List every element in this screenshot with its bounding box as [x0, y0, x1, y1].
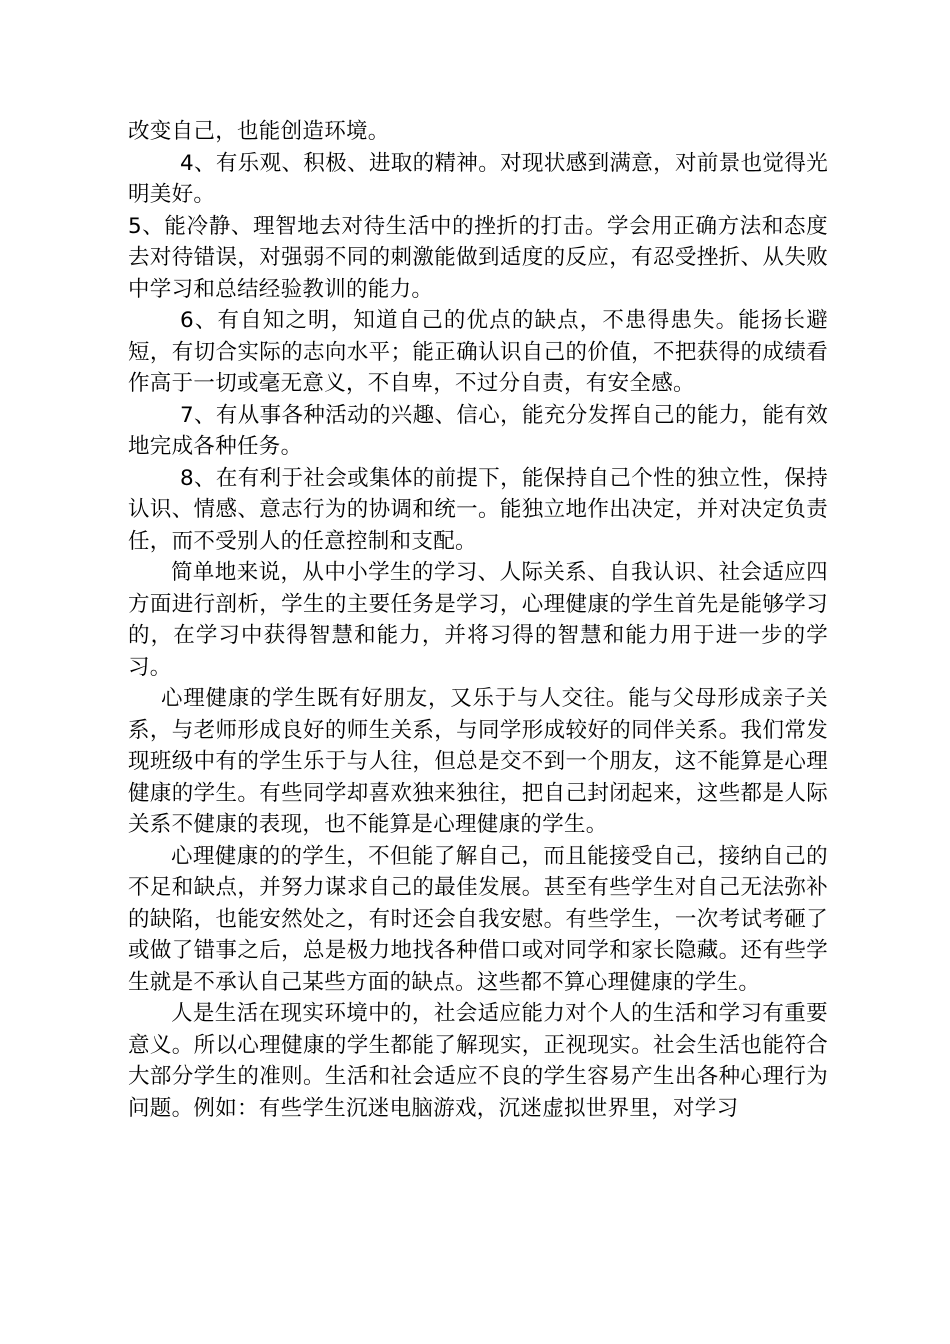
list-item-6: 6、有自知之明，知道自己的优点的缺点，不患得患失。能扬长避短，有切合实际的志向水平；能正确认识自己的价值，不把获得的成绩看作高于一切或毫无意义，不自卑，不过分自责，有安全感。 — [128, 308, 828, 396]
list-item-4: 4、有乐观、积极、进取的精神。对现状感到满意，对前景也觉得光明美好。 — [128, 150, 828, 207]
document-body — [128, 116, 828, 1124]
list-item-8: 8、在有利于社会或集体的前提下，能保持自己个性的独立性，保持认识、情感、意志行为的协调和统一。能独立地作出决定，并对决定负责任，而不受别人的任意控制和支配。 — [128, 465, 828, 554]
paragraph-relationships: 心理健康的学生既有好朋友，又乐于与人交往。能与父母形成亲子关系，与老师形成良好的师生关系，与同学形成较好的同伴关系。我们常发现班级中有的学生乐于与人往，但总是交不到一个朋友，这不能算是心理健康的学生。有些同学却喜欢独来独往，把自己封闭起来，这些都是人际关系不健康的表现，也不能算是心理健康的学生。 — [128, 686, 828, 837]
paragraph-social-adaptation: 人是生活在现实环境中的，社会适应能力对个人的生活和学习有重要意义。所以心理健康的学生都能了解现实，正视现实。社会生活也能符合大部分学生的准则。生活和社会适应不良的学生容易产生出各种心理行为问题。例如：有些学生沉迷电脑游戏，沉迷虚拟世界里，对学习 — [128, 1001, 828, 1121]
paragraph-self-awareness: 心理健康的的学生，不但能了解自己，而且能接受自己，接纳自己的不足和缺点，并努力谋求自己的最佳发展。甚至有些学生对自己无法弥补的缺陷，也能安然处之，有时还会自我安慰。有些学生，一次考试考砸了或做了错事之后，总是极力地找各种借口或对同学和家长隐藏。还有些学生就是不承认自己某些方面的缺点。这些都不算心理健康的学生。 — [128, 843, 828, 995]
paragraph-summary: 简单地来说，从中小学生的学习、人际关系、自我认识、社会适应四方面进行剖析，学生的主要任务是学习，心理健康的学生首先是能够学习的，在学习中获得智慧和能力，并将习得的智慧和能力用于进一步的学习。 — [128, 560, 828, 680]
list-item-7: 7、有从事各种活动的兴趣、信心，能充分发挥自己的能力，能有效地完成各种任务。 — [128, 402, 828, 459]
paragraph-continuation: 改变自己，也能创造环境。 — [128, 119, 390, 144]
list-item-5: 5、能冷静、理智地去对待生活中的挫折的打击。学会用正确方法和态度去对待错误，对强弱不同的刺激能做到适度的反应，有忍受挫折、从失败中学习和总结经验教训的能力。 — [128, 213, 828, 302]
